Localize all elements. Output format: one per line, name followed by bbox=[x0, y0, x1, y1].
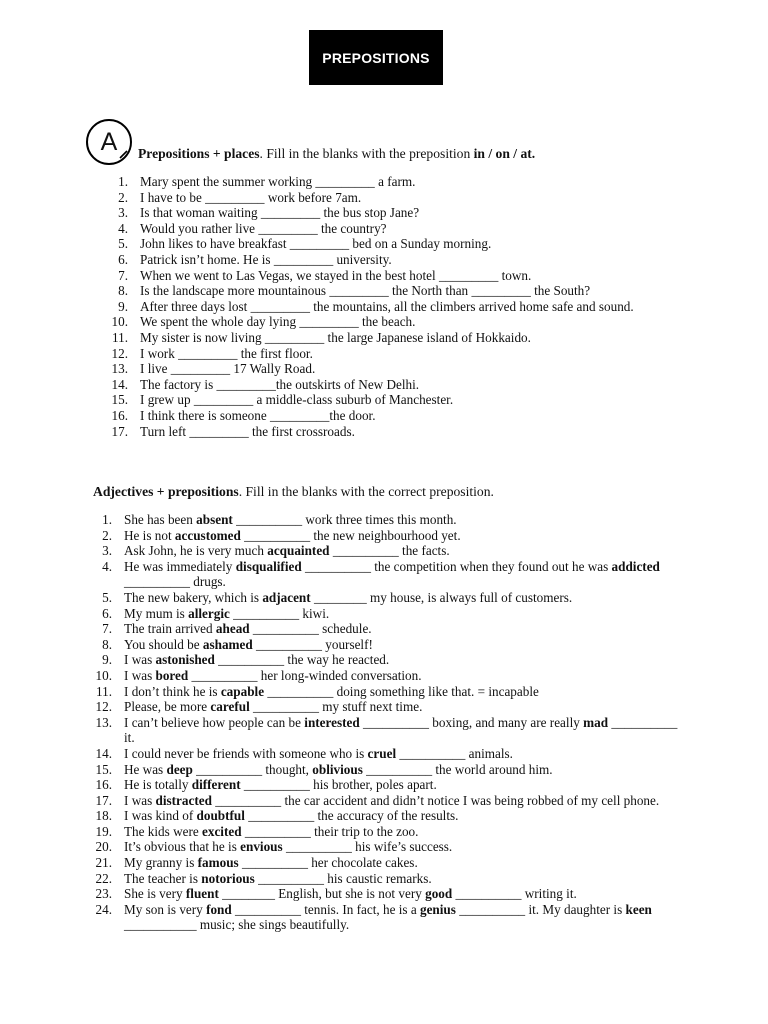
list-item bbox=[84, 793, 684, 809]
item-number: 16. bbox=[95, 777, 112, 793]
list-item bbox=[100, 330, 660, 346]
item-number: 13. bbox=[95, 714, 112, 730]
item-number: 19. bbox=[95, 823, 112, 839]
item-sentence: John likes to have breakfast _________ bed on a Sunday morning. bbox=[140, 236, 492, 252]
item-sentence: I was kind of doubtful __________ the accuracy of the results. bbox=[124, 808, 459, 824]
item-sentence: He was deep __________ thought, oblivious __________ the world around him. bbox=[124, 761, 553, 777]
item-number: 1. bbox=[118, 174, 128, 189]
item-sentence: Is the landscape more mountainous _________ the North than _________ the South? bbox=[140, 283, 591, 299]
list-item bbox=[84, 886, 684, 902]
section-b-heading bbox=[93, 484, 494, 500]
item-sentence: I have to be _________ work before 7am. bbox=[140, 189, 362, 205]
section-a-exercise-list bbox=[100, 174, 660, 439]
list-item bbox=[100, 283, 660, 299]
item-number: 15. bbox=[111, 392, 128, 408]
section-b-heading-text: . Fill in the blanks with the correct preposition. bbox=[238, 484, 494, 499]
list-item bbox=[84, 652, 684, 668]
item-sentence: The factory is _________the outskirts of New Delhi. bbox=[140, 376, 420, 392]
list-item bbox=[100, 299, 660, 315]
item-number: 13. bbox=[111, 361, 128, 377]
list-item bbox=[84, 512, 684, 528]
list-item bbox=[100, 252, 660, 268]
list-item bbox=[84, 777, 684, 793]
item-number: 5. bbox=[102, 589, 112, 605]
section-b-exercise-list bbox=[84, 512, 684, 933]
list-item bbox=[84, 684, 684, 700]
badge-tick-icon bbox=[119, 150, 129, 160]
item-sentence: We spent the whole day lying _________ the beach. bbox=[140, 314, 416, 330]
section-a-heading-text: . Fill in the blanks with the preposition bbox=[259, 146, 474, 161]
list-item bbox=[84, 762, 684, 778]
list-item bbox=[100, 408, 660, 424]
item-sentence: Please, be more careful __________ my stuff next time. bbox=[124, 699, 423, 715]
item-sentence: Ask John, he is very much acquainted __________ the facts. bbox=[124, 543, 450, 559]
list-item bbox=[84, 902, 684, 933]
list-item bbox=[84, 528, 684, 544]
item-sentence: Turn left _________ the first crossroads. bbox=[140, 423, 355, 439]
item-sentence: My mum is allergic __________ kiwi. bbox=[124, 605, 330, 621]
item-sentence: You should be ashamed __________ yourself! bbox=[124, 636, 373, 652]
item-number: 14. bbox=[111, 376, 128, 392]
section-b-heading-bold: Adjectives + prepositions bbox=[93, 484, 239, 499]
item-number: 10. bbox=[111, 314, 128, 330]
list-item bbox=[100, 268, 660, 284]
list-item bbox=[100, 190, 660, 206]
item-number: 3. bbox=[118, 205, 128, 221]
item-number: 12. bbox=[95, 699, 112, 715]
item-sentence: The teacher is notorious __________ his caustic remarks. bbox=[124, 870, 432, 886]
item-sentence: When we went to Las Vegas, we stayed in the best hotel _________ town. bbox=[140, 267, 532, 283]
item-number: 7. bbox=[102, 621, 112, 637]
item-number: 7. bbox=[118, 267, 128, 283]
list-item bbox=[84, 637, 684, 653]
list-item bbox=[84, 699, 684, 715]
list-item bbox=[84, 559, 684, 590]
item-number: 24. bbox=[95, 901, 112, 917]
item-number: 2. bbox=[102, 527, 112, 543]
list-item bbox=[100, 346, 660, 362]
item-number: 11. bbox=[96, 683, 112, 699]
item-number: 9. bbox=[102, 652, 112, 668]
section-a-heading bbox=[138, 146, 535, 162]
list-item bbox=[84, 621, 684, 637]
item-sentence: I think there is someone _________the door. bbox=[140, 407, 376, 423]
item-sentence: Would you rather live _________ the country? bbox=[140, 220, 387, 236]
item-number: 1. bbox=[102, 512, 112, 527]
item-sentence: It’s obvious that he is envious __________ his wife’s success. bbox=[124, 839, 453, 855]
item-sentence: I work _________ the first floor. bbox=[140, 345, 313, 361]
list-item bbox=[100, 236, 660, 252]
page-title: PREPOSITIONS bbox=[309, 30, 443, 85]
item-number: 16. bbox=[111, 407, 128, 423]
item-number: 17. bbox=[111, 423, 128, 439]
item-number: 8. bbox=[118, 283, 128, 299]
list-item bbox=[100, 314, 660, 330]
item-number: 22. bbox=[95, 870, 112, 886]
item-number: 6. bbox=[118, 251, 128, 267]
item-number: 4. bbox=[118, 220, 128, 236]
item-number: 5. bbox=[118, 236, 128, 252]
item-sentence: My sister is now living _________ the large Japanese island of Hokkaido. bbox=[140, 329, 531, 345]
item-sentence: I was bored __________ her long-winded conversation. bbox=[124, 667, 422, 683]
item-sentence: Mary spent the summer working _________ a farm. bbox=[140, 174, 416, 189]
list-item bbox=[84, 824, 684, 840]
item-sentence: The kids were excited __________ their trip to the zoo. bbox=[124, 823, 419, 839]
list-item bbox=[100, 361, 660, 377]
item-sentence: I grew up _________ a middle-class suburb of Manchester. bbox=[140, 392, 454, 408]
item-number: 18. bbox=[95, 808, 112, 824]
list-item bbox=[84, 808, 684, 824]
list-item bbox=[84, 715, 684, 746]
item-sentence: I was distracted __________ the car accident and didn’t notice I was being robbed of my cell phone. bbox=[124, 792, 660, 808]
item-sentence: I can’t believe how people can be interested __________ boxing, and many are really mad __________ it. bbox=[124, 714, 678, 746]
item-sentence: She has been absent __________ work three times this month. bbox=[124, 512, 457, 527]
list-item bbox=[100, 392, 660, 408]
item-number: 3. bbox=[102, 543, 112, 559]
item-number: 23. bbox=[95, 886, 112, 902]
list-item bbox=[84, 839, 684, 855]
item-sentence: Patrick isn’t home. He is _________ university. bbox=[140, 251, 392, 267]
item-sentence: Is that woman waiting _________ the bus stop Jane? bbox=[140, 205, 420, 221]
item-number: 4. bbox=[102, 558, 112, 574]
item-sentence: My granny is famous __________ her chocolate cakes. bbox=[124, 855, 418, 871]
item-number: 17. bbox=[95, 792, 112, 808]
item-sentence: After three days lost _________ the mountains, all the climbers arrived home safe and sound. bbox=[140, 298, 634, 314]
list-item bbox=[100, 221, 660, 237]
item-number: 12. bbox=[111, 345, 128, 361]
list-item bbox=[84, 855, 684, 871]
item-sentence: She is very fluent ________ English, but she is not very good __________ writing it. bbox=[124, 886, 577, 902]
item-number: 11. bbox=[112, 329, 128, 345]
item-sentence: He is not accustomed __________ the new neighbourhood yet. bbox=[124, 527, 461, 543]
item-number: 9. bbox=[118, 298, 128, 314]
item-number: 2. bbox=[118, 189, 128, 205]
item-sentence: He was immediately disqualified __________ the competition when they found out he was addicted __________ drugs. bbox=[124, 558, 660, 590]
item-number: 6. bbox=[102, 605, 112, 621]
item-number: 8. bbox=[102, 636, 112, 652]
item-sentence: I was astonished __________ the way he reacted. bbox=[124, 652, 390, 668]
list-item bbox=[84, 606, 684, 622]
list-item bbox=[100, 174, 660, 190]
item-number: 21. bbox=[95, 855, 112, 871]
list-item bbox=[84, 543, 684, 559]
item-sentence: He is totally different __________ his brother, poles apart. bbox=[124, 777, 437, 793]
item-sentence: The new bakery, which is adjacent ________ my house, is always full of customers. bbox=[124, 589, 573, 605]
section-a-badge: A bbox=[86, 119, 132, 165]
list-item bbox=[100, 205, 660, 221]
item-number: 10. bbox=[95, 667, 112, 683]
section-a-heading-bold2: in / on / at. bbox=[473, 146, 536, 161]
item-sentence: I could never be friends with someone who is cruel __________ animals. bbox=[124, 745, 513, 761]
list-item bbox=[84, 871, 684, 887]
list-item bbox=[84, 668, 684, 684]
item-sentence: I live _________ 17 Wally Road. bbox=[140, 361, 316, 377]
item-sentence: I don’t think he is capable __________ doing something like that. = incapable bbox=[124, 683, 539, 699]
item-number: 15. bbox=[95, 761, 112, 777]
list-item bbox=[84, 746, 684, 762]
item-sentence: My son is very fond __________ tennis. In fact, he is a genius __________ it. My daughter is keen ___________ music; she sings beautifully. bbox=[124, 901, 652, 933]
list-item bbox=[100, 377, 660, 393]
list-item bbox=[84, 590, 684, 606]
item-number: 14. bbox=[95, 745, 112, 761]
list-item bbox=[100, 424, 660, 440]
section-a-heading-bold: Prepositions + places bbox=[138, 146, 260, 161]
item-sentence: The train arrived ahead __________ schedule. bbox=[124, 621, 372, 637]
item-number: 20. bbox=[95, 839, 112, 855]
